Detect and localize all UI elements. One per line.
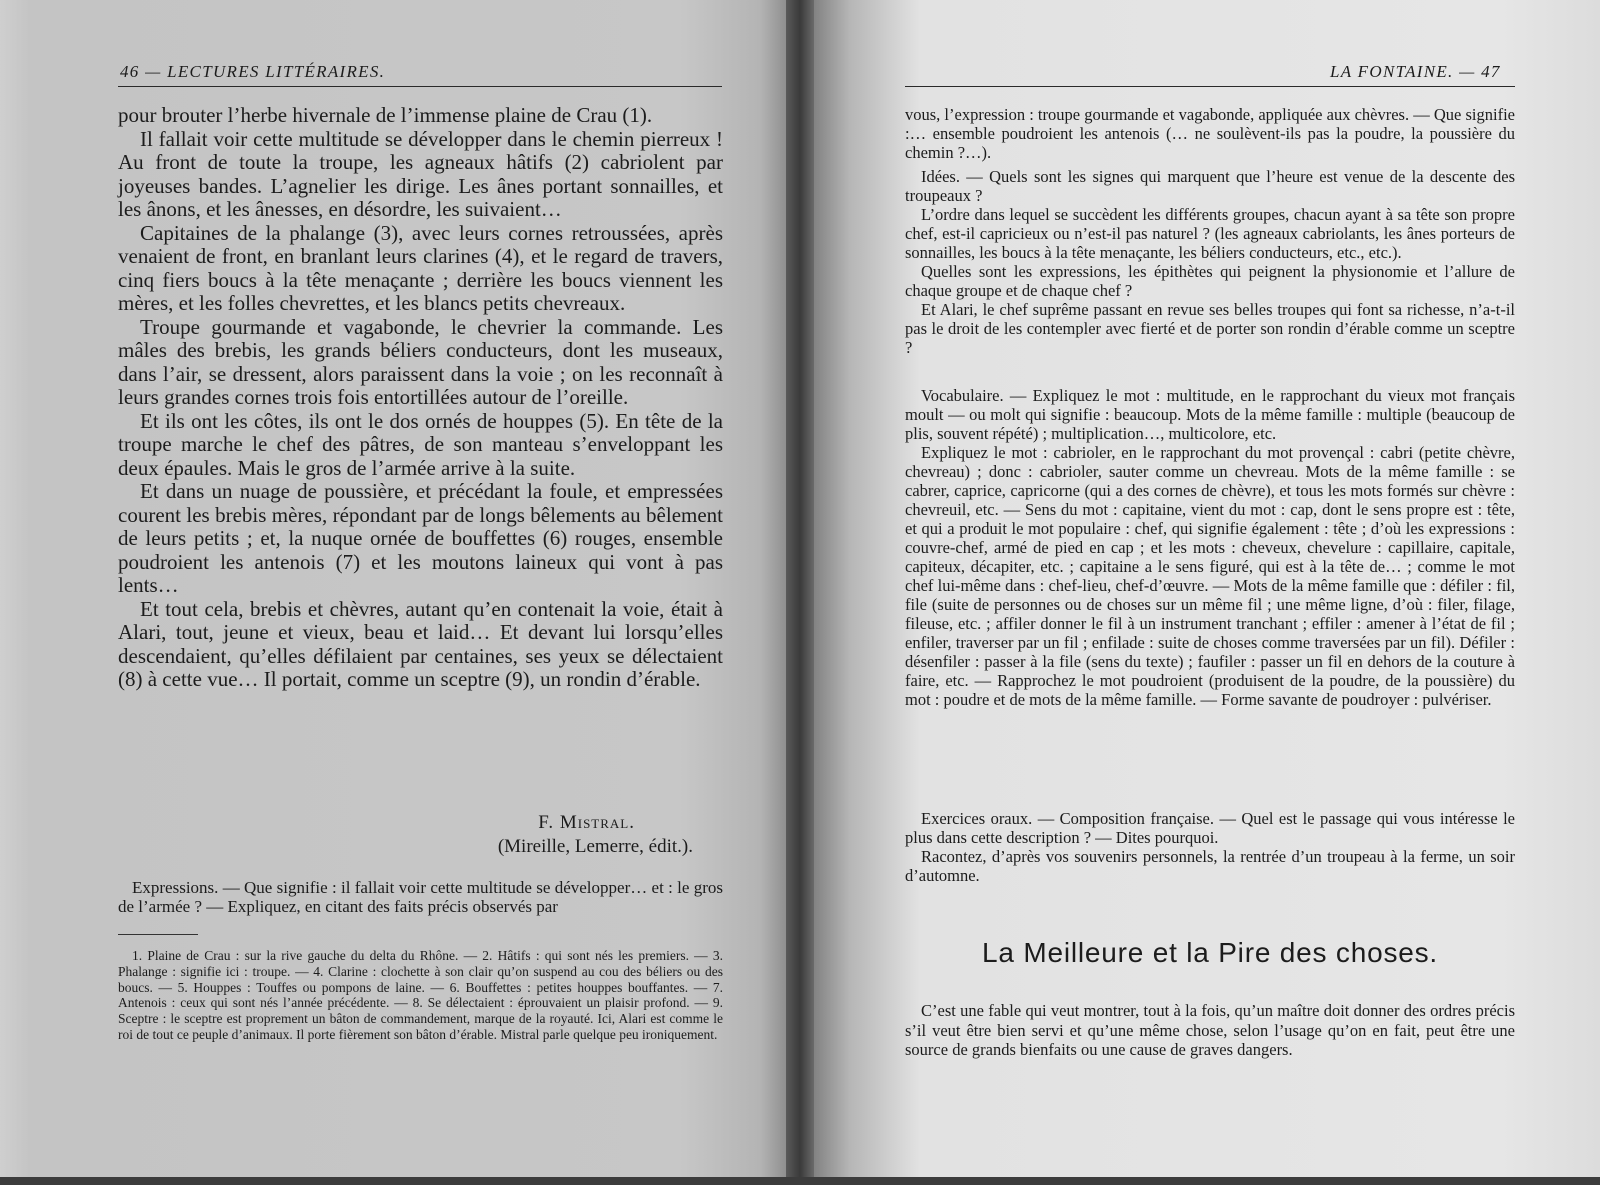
exercices-paragraph: Racontez, d’après vos souvenirs personnels, la rentrée d’un troupeau à la ferme, un soir d’automne.	[905, 847, 1515, 885]
idees-paragraph: L’ordre dans lequel se succèdent les différents groupes, chacun ayant à sa tête son propre chef, est-il capricieux ou n’est-il pas naturel ? (les agneaux cabriolants, les ânes porteurs de sonnailles, les boucs à la tête menaçante, les béliers conducteurs, etc., etc.).	[905, 205, 1515, 262]
source-citation: (Mireille, Lemerre, édit.).	[497, 836, 693, 857]
right-running-head: LA FONTAINE. — 47	[1330, 62, 1501, 81]
left-head-rule	[118, 86, 722, 87]
right-head-rule	[905, 86, 1515, 87]
expressions-cont-text: vous, l’expression : troupe gourmande et vagabonde, appliquée aux chèvres. — Que signifie :… ensemble poudroient les antenois (… ne soulèvent-ils pas la poudre, la poussière du chemin ?…).	[905, 105, 1515, 162]
vocabulaire-section	[905, 386, 1515, 709]
body-paragraph: Il fallait voir cette multitude se développer dans le chemin pierreux ! Au front de toute la troupe, les agneaux hâtifs (2) cabriolent par joyeuses bandes. L’agnelier les dirige. Les ânes portant sonnailles, et les ânons, et les ânesses, en désordre, les suivaient…	[118, 126, 723, 221]
idees-paragraph: Et Alari, le chef suprême passant en revue ses belles troupes qui font sa richesse, n’a-t-il pas le droit de les contempler avec fierté et de porter son rondin d’érable comme un sceptre ?	[905, 300, 1515, 357]
body-paragraph: Capitaines de la phalange (3), avec leurs cornes retroussées, après venaient de front, en branlant leurs clarines (4), et le regard de travers, cinq fiers boucs à la tête menaçante ; derrière les boucs viennent les mères, et les folles chevrettes, et les blancs petits chevreaux.	[118, 220, 723, 315]
left-body-text	[118, 104, 723, 692]
fable-intro	[905, 1001, 1515, 1060]
expressions-exercise	[118, 878, 723, 916]
exercices-paragraph: Exercices oraux. — Composition française. — Quel est le passage qui vous intéresse le plus dans cette description ? — Dites pourquoi.	[905, 809, 1515, 847]
vocabulaire-paragraph: Expliquez le mot : cabrioler, en le rapprochant du mot provençal : cabri (petite chèvre, chevreau) ; donc : cabrioler, sauter comme un chevreau. Mots de la même famille : se cabrer, caprice, capricorne (qui a des cornes de chèvre), et tous les mots formés sur chèvre : chevreuil, etc. — Sens du mot : capitaine, vient du mot : cap, dont le sens propre est : tête, et qui a produit le mot populaire : chef, qui signifie également : tête ; d’où les expressions : couvre-chef, armé de pied en cap ; et les mots : cheveux, chevelure : capillaire, capitale, capiteux, décapiter, etc. ; capitaine a le sens figuré, qui est à la tête de… ; comme le mot chef lui-même dans : chef-lieu, chef-d’œuvre. — Mots de la même famille que : défiler : fil, file (suite de personnes ou de choses sur un même fil ; une même ligne, d’où : filer, filage, fileuse, etc. ; affiler donner le fil à un instrument tranchant ; effiler : amener à l’état de fil ; enfiler, traverser par un fil ; enfilade : suite de choses comme traversées par un fil). Défiler : désenfiler : passer à la file (sens du texte) ; faufiler : passer un fil en dehors de la couture à faire, etc. — Rapprochez le mot poudroient (produisent de la poudre, de la poussière) du mot : poudre et de mots de la même famille. — Forme savante de poudroyer : pulvériser.	[905, 443, 1515, 709]
exercices-section	[905, 809, 1515, 885]
footnotes	[118, 948, 723, 1043]
vocabulaire-paragraph: Vocabulaire. — Expliquez le mot : multitude, en le rapprochant du vieux mot français moult — ou molt qui signifie : beaucoup. Mots de la même famille : multiple (beaucoup de plis, souvent répété) ; multiplication…, multicolore, etc.	[905, 386, 1515, 443]
scan-bottom-edge	[0, 1177, 1600, 1185]
left-running-head: 46 — LECTURES LITTÉRAIRES.	[120, 62, 386, 81]
author-signature: F. Mistral.	[538, 812, 635, 833]
body-paragraph: Troupe gourmande et vagabonde, le chevrier la commande. Les mâles des brebis, les grands béliers conducteurs, dont les museaux, dans l’air, se dressent, alors paraissent dans la voie ; on les reconnaît à leurs grandes cornes trois fois entortillées autour de l’oreille.	[118, 314, 723, 409]
section-title: La Meilleure et la Pire des choses.	[982, 937, 1438, 968]
book-gutter	[786, 0, 814, 1185]
body-paragraph: Et dans un nuage de poussière, et précédant la foule, et empressées courent les brebis mères, répondant par de longs bêlements au bêlement de leurs petits ; et, la nuque ornée de bouffettes (6) rouges, ensemble poudroient les antenois (7) et les moutons laineux qui vont à pas lents…	[118, 479, 723, 597]
expressions-continued	[905, 105, 1515, 162]
body-paragraph: Et ils ont les côtes, ils ont le dos ornés de houppes (5). En tête de la troupe marche le chef des pâtres, de son manteau s’enveloppant les deux épaules. Mais le gros de l’armée arrive à la suite.	[118, 408, 723, 480]
idees-section	[905, 167, 1515, 357]
body-paragraph: Et tout cela, brebis et chèvres, autant qu’en contenait la voie, était à Alari, tout, jeune et vieux, beau et laid… Et devant lui lorsqu’elles descendaient, qu’elles défilaient par centaines, ses yeux se délectaient (8) à cette vue… Il portait, comme un sceptre (9), un rondin d’érable.	[118, 596, 723, 691]
footnote-rule	[118, 934, 198, 935]
idees-paragraph: Idées. — Quels sont les signes qui marquent que l’heure est venue de la descente des troupeaux ?	[905, 167, 1515, 205]
idees-paragraph: Quelles sont les expressions, les épithètes qui peignent la physionomie et l’allure de chaque groupe et de chaque chef ?	[905, 262, 1515, 300]
footnotes-text: 1. Plaine de Crau : sur la rive gauche du delta du Rhône. — 2. Hâtifs : qui sont nés les premiers. — 3. Phalange : signifie ici : troupe. — 4. Clarine : clochette à son clair qu’on suspend au cou des béliers ou des boucs. — 5. Houppes : Touffes ou pompons de laine. — 6. Bouffettes : petites houppes bouffantes. — 7. Antenois : ceux qui sont nés l’année précédente. — 8. Se délectaient : éprouvaient un plaisir profond. — 9. Sceptre : le sceptre est proprement un bâton de commandement, marque de la royauté. Ici, Alari est comme le roi de tout ce peuple d’animaux. Il porte fièrement son bâton d’érable. Mistral parle quelque peu ironiquement.	[118, 948, 723, 1042]
fable-intro-text: C’est une fable qui veut montrer, tout à la fois, qu’un maître doit donner des ordres précis s’il veut être bien servi et qu’une même chose, selon l’usage qu’on en fait, peut être une source de grands bienfaits ou une cause de graves dangers.	[905, 1001, 1515, 1059]
expressions-text: Expressions. — Que signifie : il fallait voir cette multitude se développer… et : le gros de l’armée ? — Expliquez, en citant des faits précis observés par	[118, 878, 723, 916]
body-paragraph: pour brouter l’herbe hivernale de l’immense plaine de Crau (1).	[118, 103, 653, 127]
